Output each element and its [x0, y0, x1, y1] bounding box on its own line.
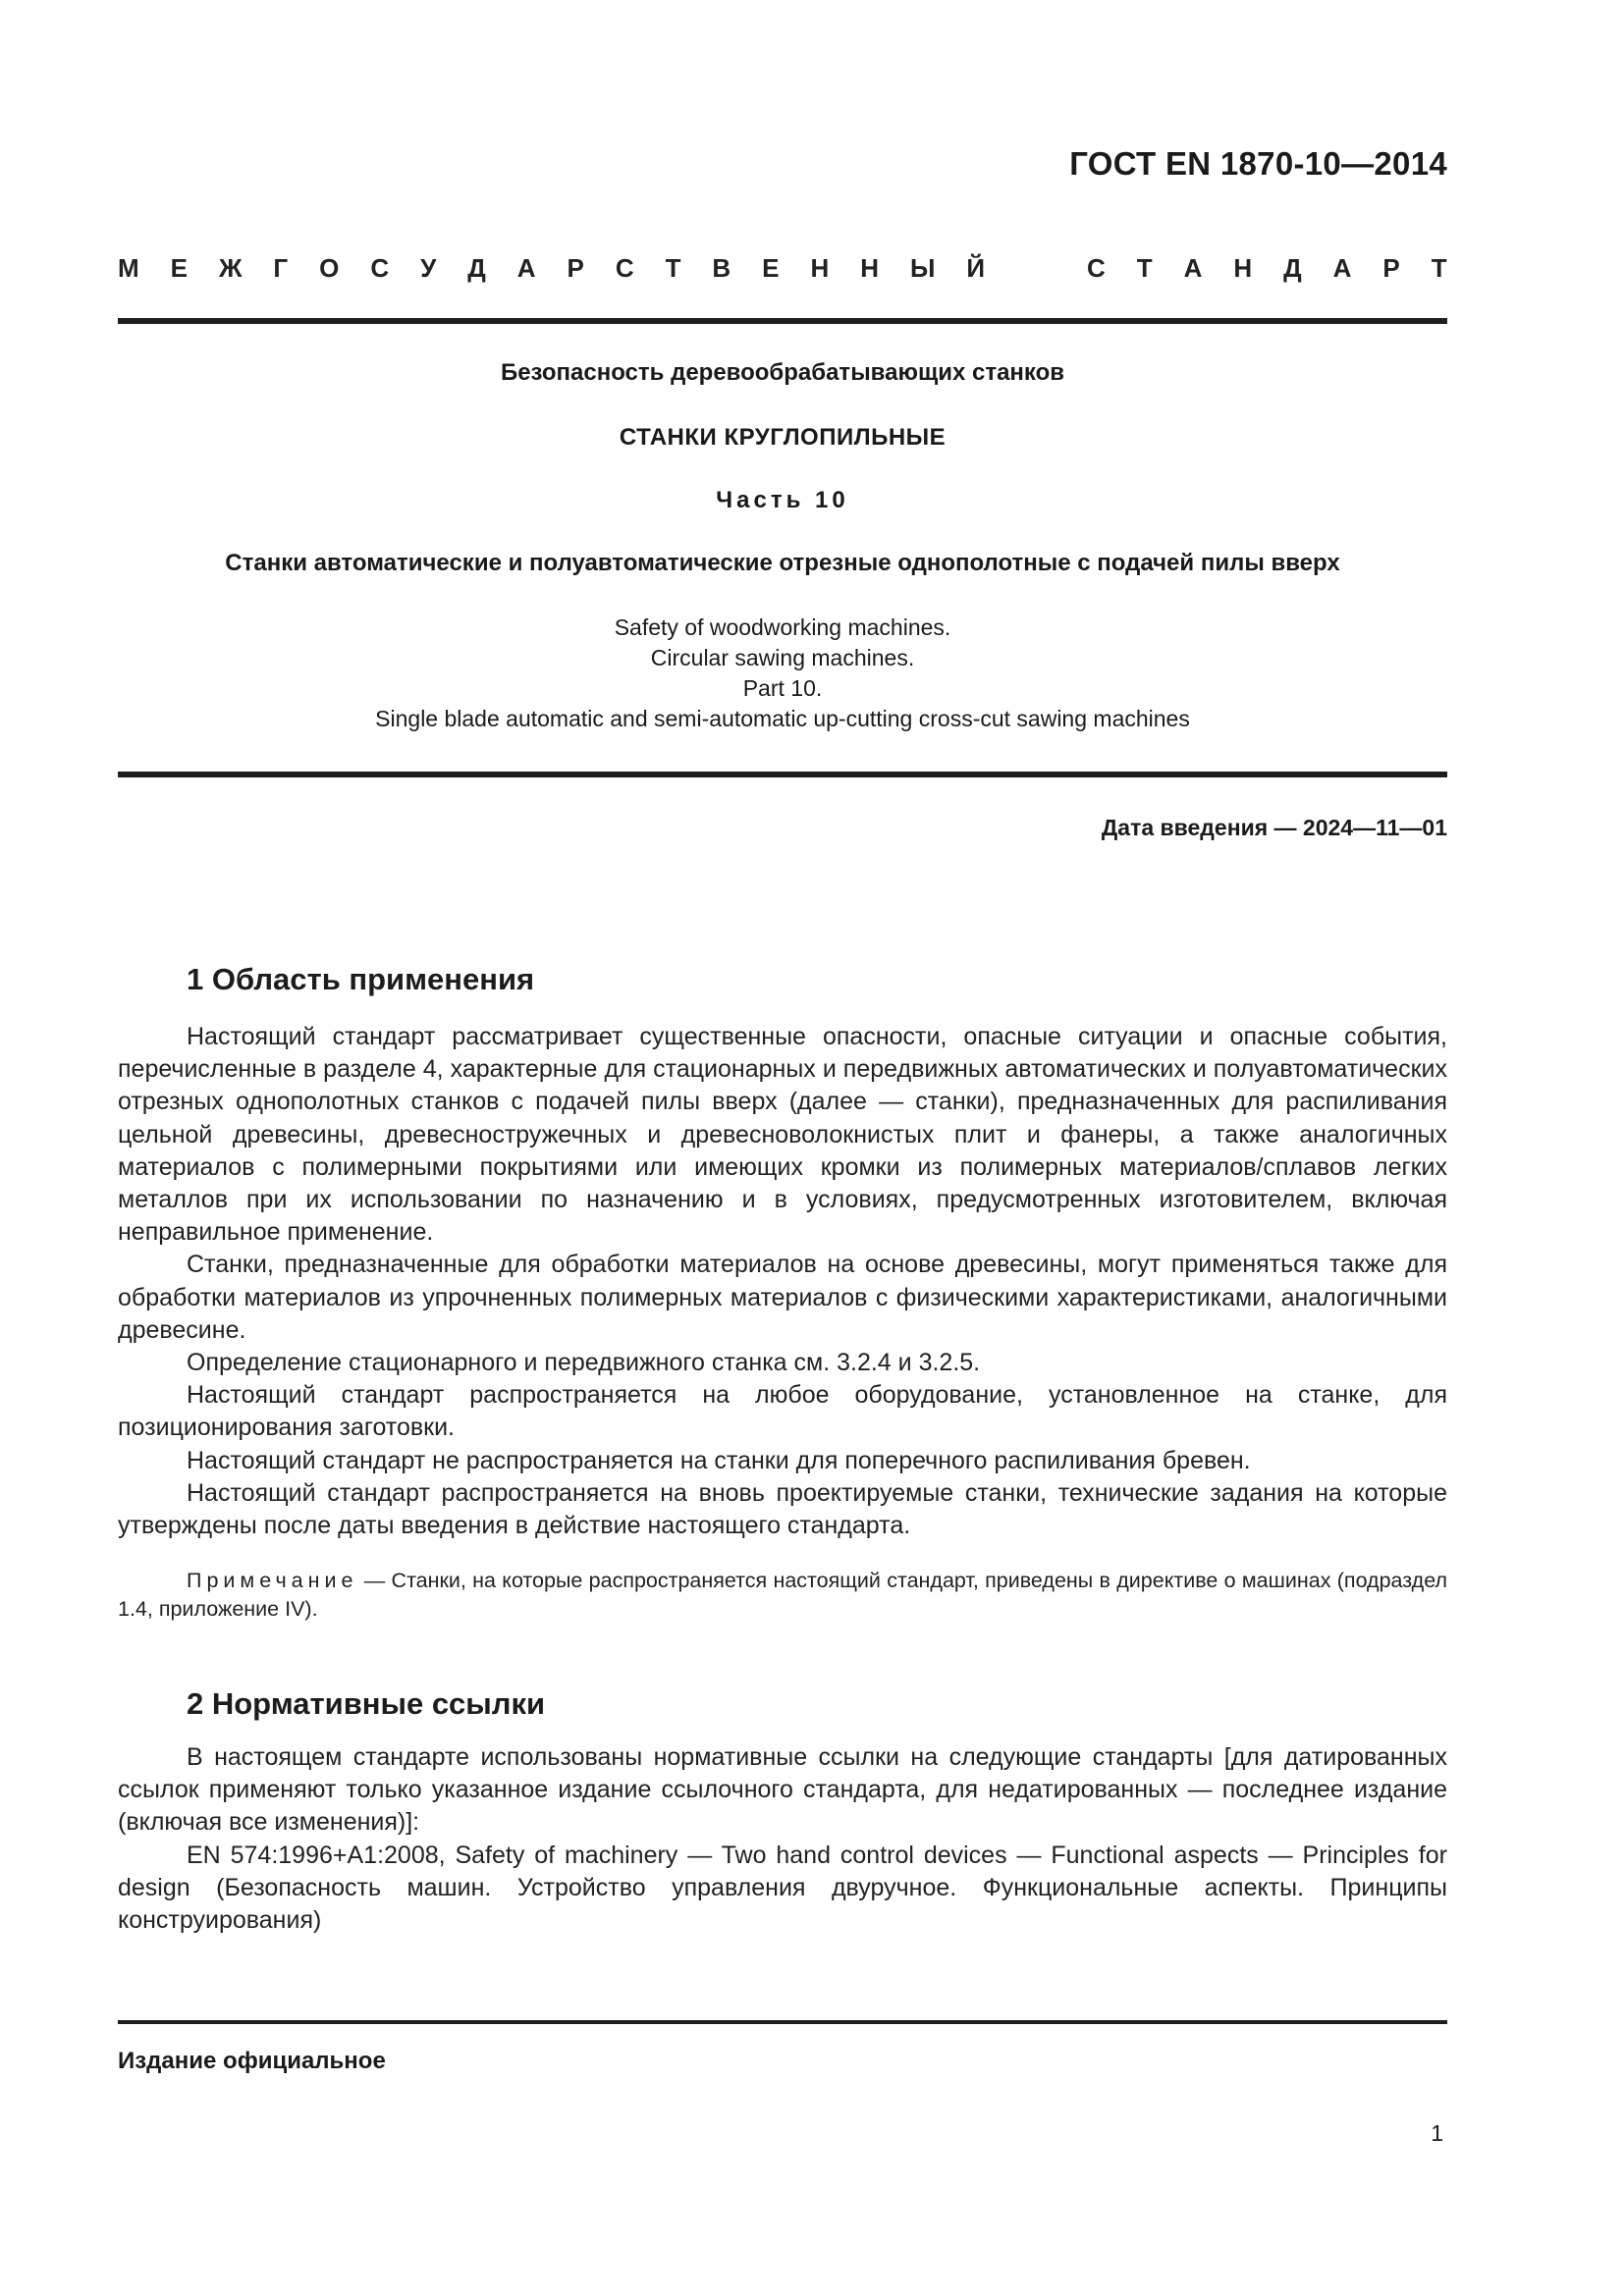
paragraph: В настоящем стандарте использованы нормативные ссылки на следующие стандарты [для датированных ссылок применяют только указанное издание ссылочного стандарта, для недатированных — последнее издание (включая все изменения)]: [118, 1743, 1447, 1837]
footer-rule [118, 2020, 1447, 2024]
section-2-heading: 2 Нормативные ссылки [187, 1686, 546, 1721]
paragraph: Станки, предназначенные для обработки материалов на основе древесины, могут применяться также для обработки материалов из упрочненных полимерных материалов с физическими характеристиками, аналогичными древесине. [118, 1251, 1447, 1344]
paragraph: EN 574:1996+A1:2008, Safety of machinery — Two hand control devices — Functional aspects — Principles for design (Безопасность машин. Устройство управления двуручное. Функциональные аспекты. Принципы конструирования) [118, 1841, 1447, 1935]
paragraph: Настоящий стандарт распространяется на любое оборудование, установленное на станке, для позиционирования заготовки. [118, 1381, 1447, 1442]
standard-code: ГОСТ EN 1870-10—2014 [1069, 145, 1447, 182]
paragraph: Настоящий стандарт рассматривает существенные опасности, опасные ситуации и опасные события, перечисленные в разделе 4, характерные для стационарных и передвижных автоматических и полуавтоматических отрезных однополотных станков с подачей пилы вверх (далее — станки), предназначенных для распиливания цельной древесины, древесностружечных и древесноволокнистых плит и фанеры, а также аналогичных материалов с полимерными покрытиями или имеющих кромки из полимерных материалов/сплавов легких металлов при их использовании по назначению и в условиях, предусмотренных изготовителем, включая неправильное применение. [118, 1023, 1447, 1247]
paragraph: Настоящий стандарт не распространяется на станки для поперечного распиливания бревен. [187, 1446, 1251, 1474]
note-label: Примечание [187, 1569, 358, 1592]
title-safety: Безопасность деревообрабатывающих станков [500, 359, 1065, 386]
section-1-heading: 1 Область применения [187, 962, 535, 996]
note-text: — Станки, на которые распространяется настоящий стандарт, приведены в директиве о машинах (подраздел 1.4, приложение IV). [118, 1569, 1447, 1621]
title-subject: Станки автоматические и полуавтоматические отрезные однополотные с подачей пилы вверх [225, 550, 1340, 576]
title-rule [118, 772, 1447, 777]
edition-label: Издание официальное [118, 2048, 386, 2074]
introduction-date: Дата введения — 2024—11—01 [1101, 815, 1447, 840]
title-english-line: Part 10. [742, 675, 823, 701]
section-1-body [118, 1021, 1447, 1542]
title-english-line: Circular sawing machines. [650, 645, 915, 670]
title-english-line: Safety of woodworking machines. [614, 614, 951, 640]
top-rule [118, 318, 1447, 324]
section-2-body [118, 1741, 1447, 1937]
title-part: Часть 10 [716, 487, 849, 513]
title-english-line: Single blade automatic and semi-automatic up-cutting cross-cut sawing machines [375, 706, 1190, 731]
title-english [118, 613, 1447, 734]
paragraph: Определение стационарного и передвижного станка см. 3.2.4 и 3.2.5. [187, 1349, 981, 1377]
paragraph: Настоящий стандарт распространяется на вновь проектируемые станки, технические задания на которые утверждены после даты введения в действие настоящего стандарта. [118, 1478, 1447, 1540]
note [118, 1567, 1447, 1624]
standard-kind: М Е Ж Г О С У Д А Р С Т В Е Н Н Ы Й С Т А Н Д А Р Т [118, 253, 1447, 283]
title-group: СТАНКИ КРУГЛОПИЛЬНЫЕ [619, 424, 947, 451]
page-number: 1 [1431, 2120, 1443, 2146]
